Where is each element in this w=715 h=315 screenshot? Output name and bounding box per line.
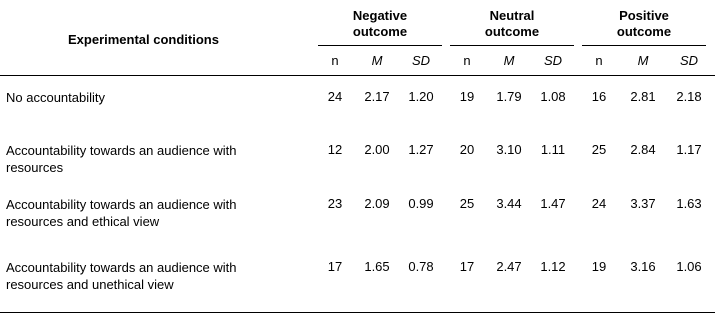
subheader-m-neg: M — [371, 53, 383, 68]
group-header-positive-line1: Positive — [619, 8, 669, 23]
group-rule-positive — [582, 45, 706, 46]
group-header-negative-line2: outcome — [352, 24, 408, 39]
group-header-neutral-line1: Neutral — [489, 8, 535, 23]
cell: 3.10 — [496, 142, 522, 157]
cell: 1.08 — [540, 89, 566, 104]
group-header-positive — [584, 8, 704, 40]
cell: 1.79 — [496, 89, 522, 104]
group-header-positive-line2: outcome — [616, 24, 672, 39]
cell: 1.20 — [408, 89, 434, 104]
row-label-line: resources — [6, 160, 64, 175]
header-rule — [0, 75, 715, 76]
cell: 25 — [459, 196, 475, 211]
subheader-sd-pos: SD — [679, 53, 699, 68]
row-label-line: No accountability — [6, 90, 105, 105]
group-header-negative-line1: Negative — [352, 8, 408, 23]
subheader-m-neu: M — [503, 53, 515, 68]
cell: 1.17 — [676, 142, 702, 157]
cell: 24 — [327, 89, 343, 104]
cell: 19 — [459, 89, 475, 104]
cell: 2.17 — [364, 89, 390, 104]
cell: 2.84 — [630, 142, 656, 157]
cell: 1.12 — [540, 259, 566, 274]
group-header-neutral — [452, 8, 572, 40]
cell: 24 — [591, 196, 607, 211]
cell: 2.81 — [630, 89, 656, 104]
cell: 1.47 — [540, 196, 566, 211]
row-label-audience-unethical — [6, 259, 306, 293]
subheader-sd-neu: SD — [543, 53, 563, 68]
cell: 2.47 — [496, 259, 522, 274]
cell: 3.16 — [630, 259, 656, 274]
subheader-n-neg: n — [331, 53, 339, 68]
corner-header: Experimental conditions — [68, 32, 219, 47]
row-label-line: Accountability towards an audience with — [6, 260, 237, 275]
group-rule-negative — [318, 45, 442, 46]
cell: 12 — [327, 142, 343, 157]
row-label-line: Accountability towards an audience with — [6, 197, 237, 212]
cell: 3.37 — [630, 196, 656, 211]
cell: 0.78 — [408, 259, 434, 274]
cell: 25 — [591, 142, 607, 157]
cell: 1.27 — [408, 142, 434, 157]
cell: 17 — [459, 259, 475, 274]
bottom-rule — [0, 312, 715, 313]
row-label-line: Accountability towards an audience with — [6, 143, 237, 158]
group-header-negative — [320, 8, 440, 40]
row-label-audience-ethical — [6, 196, 306, 230]
cell: 1.63 — [676, 196, 702, 211]
subheader-m-pos: M — [637, 53, 649, 68]
row-label-line: resources and unethical view — [6, 277, 174, 292]
subheader-sd-neg: SD — [411, 53, 431, 68]
cell: 23 — [327, 196, 343, 211]
group-header-neutral-line2: outcome — [484, 24, 540, 39]
row-label-audience-resources — [6, 142, 306, 176]
cell: 17 — [327, 259, 343, 274]
group-rule-neutral — [450, 45, 574, 46]
subheader-n-pos: n — [595, 53, 603, 68]
row-label-no-accountability — [6, 89, 306, 106]
cell: 0.99 — [408, 196, 434, 211]
cell: 16 — [591, 89, 607, 104]
cell: 20 — [459, 142, 475, 157]
cell: 1.11 — [540, 142, 566, 157]
cell: 19 — [591, 259, 607, 274]
cell: 1.06 — [676, 259, 702, 274]
cell: 2.09 — [364, 196, 390, 211]
cell: 1.65 — [364, 259, 390, 274]
subheader-n-neu: n — [463, 53, 471, 68]
cell: 2.00 — [364, 142, 390, 157]
row-label-line: resources and ethical view — [6, 214, 160, 229]
cell: 3.44 — [496, 196, 522, 211]
cell: 2.18 — [676, 89, 702, 104]
